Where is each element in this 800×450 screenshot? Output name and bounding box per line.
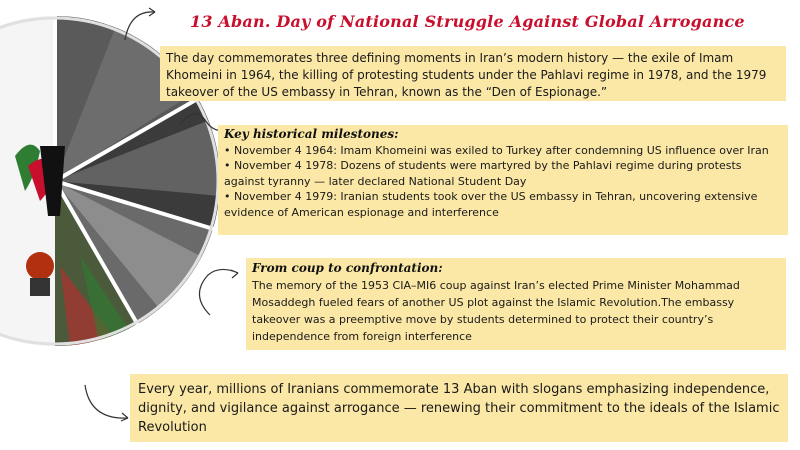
closing-text: Every year, millions of Iranians commemorate 13 Aban with slogans emphasizing independence, dignity, and vigilance against arrogance — renewing their commitment to the ideals of the Islamic Revolution xyxy=(138,382,780,435)
coup-box xyxy=(246,258,786,350)
milestone-item: • November 4 1978: Dozens of students were martyred by the Pahlavi regime during protests against tyranny — later declared National Student Day xyxy=(224,159,742,188)
page-title: 13 Aban. Day of National Struggle Against Global Arrogance xyxy=(190,12,745,31)
milestones-heading: Key historical milestones: xyxy=(224,127,399,141)
intro-box xyxy=(160,46,786,101)
milestone-item: • November 4 1964: Imam Khomeini was exiled to Turkey after condemning US influence over Iran xyxy=(224,143,769,157)
milestone-item: • November 4 1979: Iranian students took over the US embassy in Tehran, uncovering extensive evidence of American espionage and interference xyxy=(224,190,758,219)
connector-arrow-3 xyxy=(190,265,245,325)
coup-text: The memory of the 1953 CIA–MI6 coup against Iran’s elected Prime Minister Mohammad Mosaddegh fueled fears of another US plot against the Islamic Revolution.The embassy takeover was a preemptive move by students determined to protect their country’s independence from foreign interference xyxy=(252,279,740,343)
coup-heading: From coup to confrontation: xyxy=(252,261,443,275)
milestones-box xyxy=(218,125,788,235)
closing-box xyxy=(130,374,788,442)
intro-text: The day commemorates three defining moments in Iran’s modern history — the exile of Imam Khomeini in 1964, the killing of protesting students under the Pahlavi regime in 1978, and the 1979 takeover of the US embassy in Tehran, known as the “Den of Espionage.” xyxy=(166,51,767,99)
connector-arrow-4 xyxy=(80,380,135,430)
